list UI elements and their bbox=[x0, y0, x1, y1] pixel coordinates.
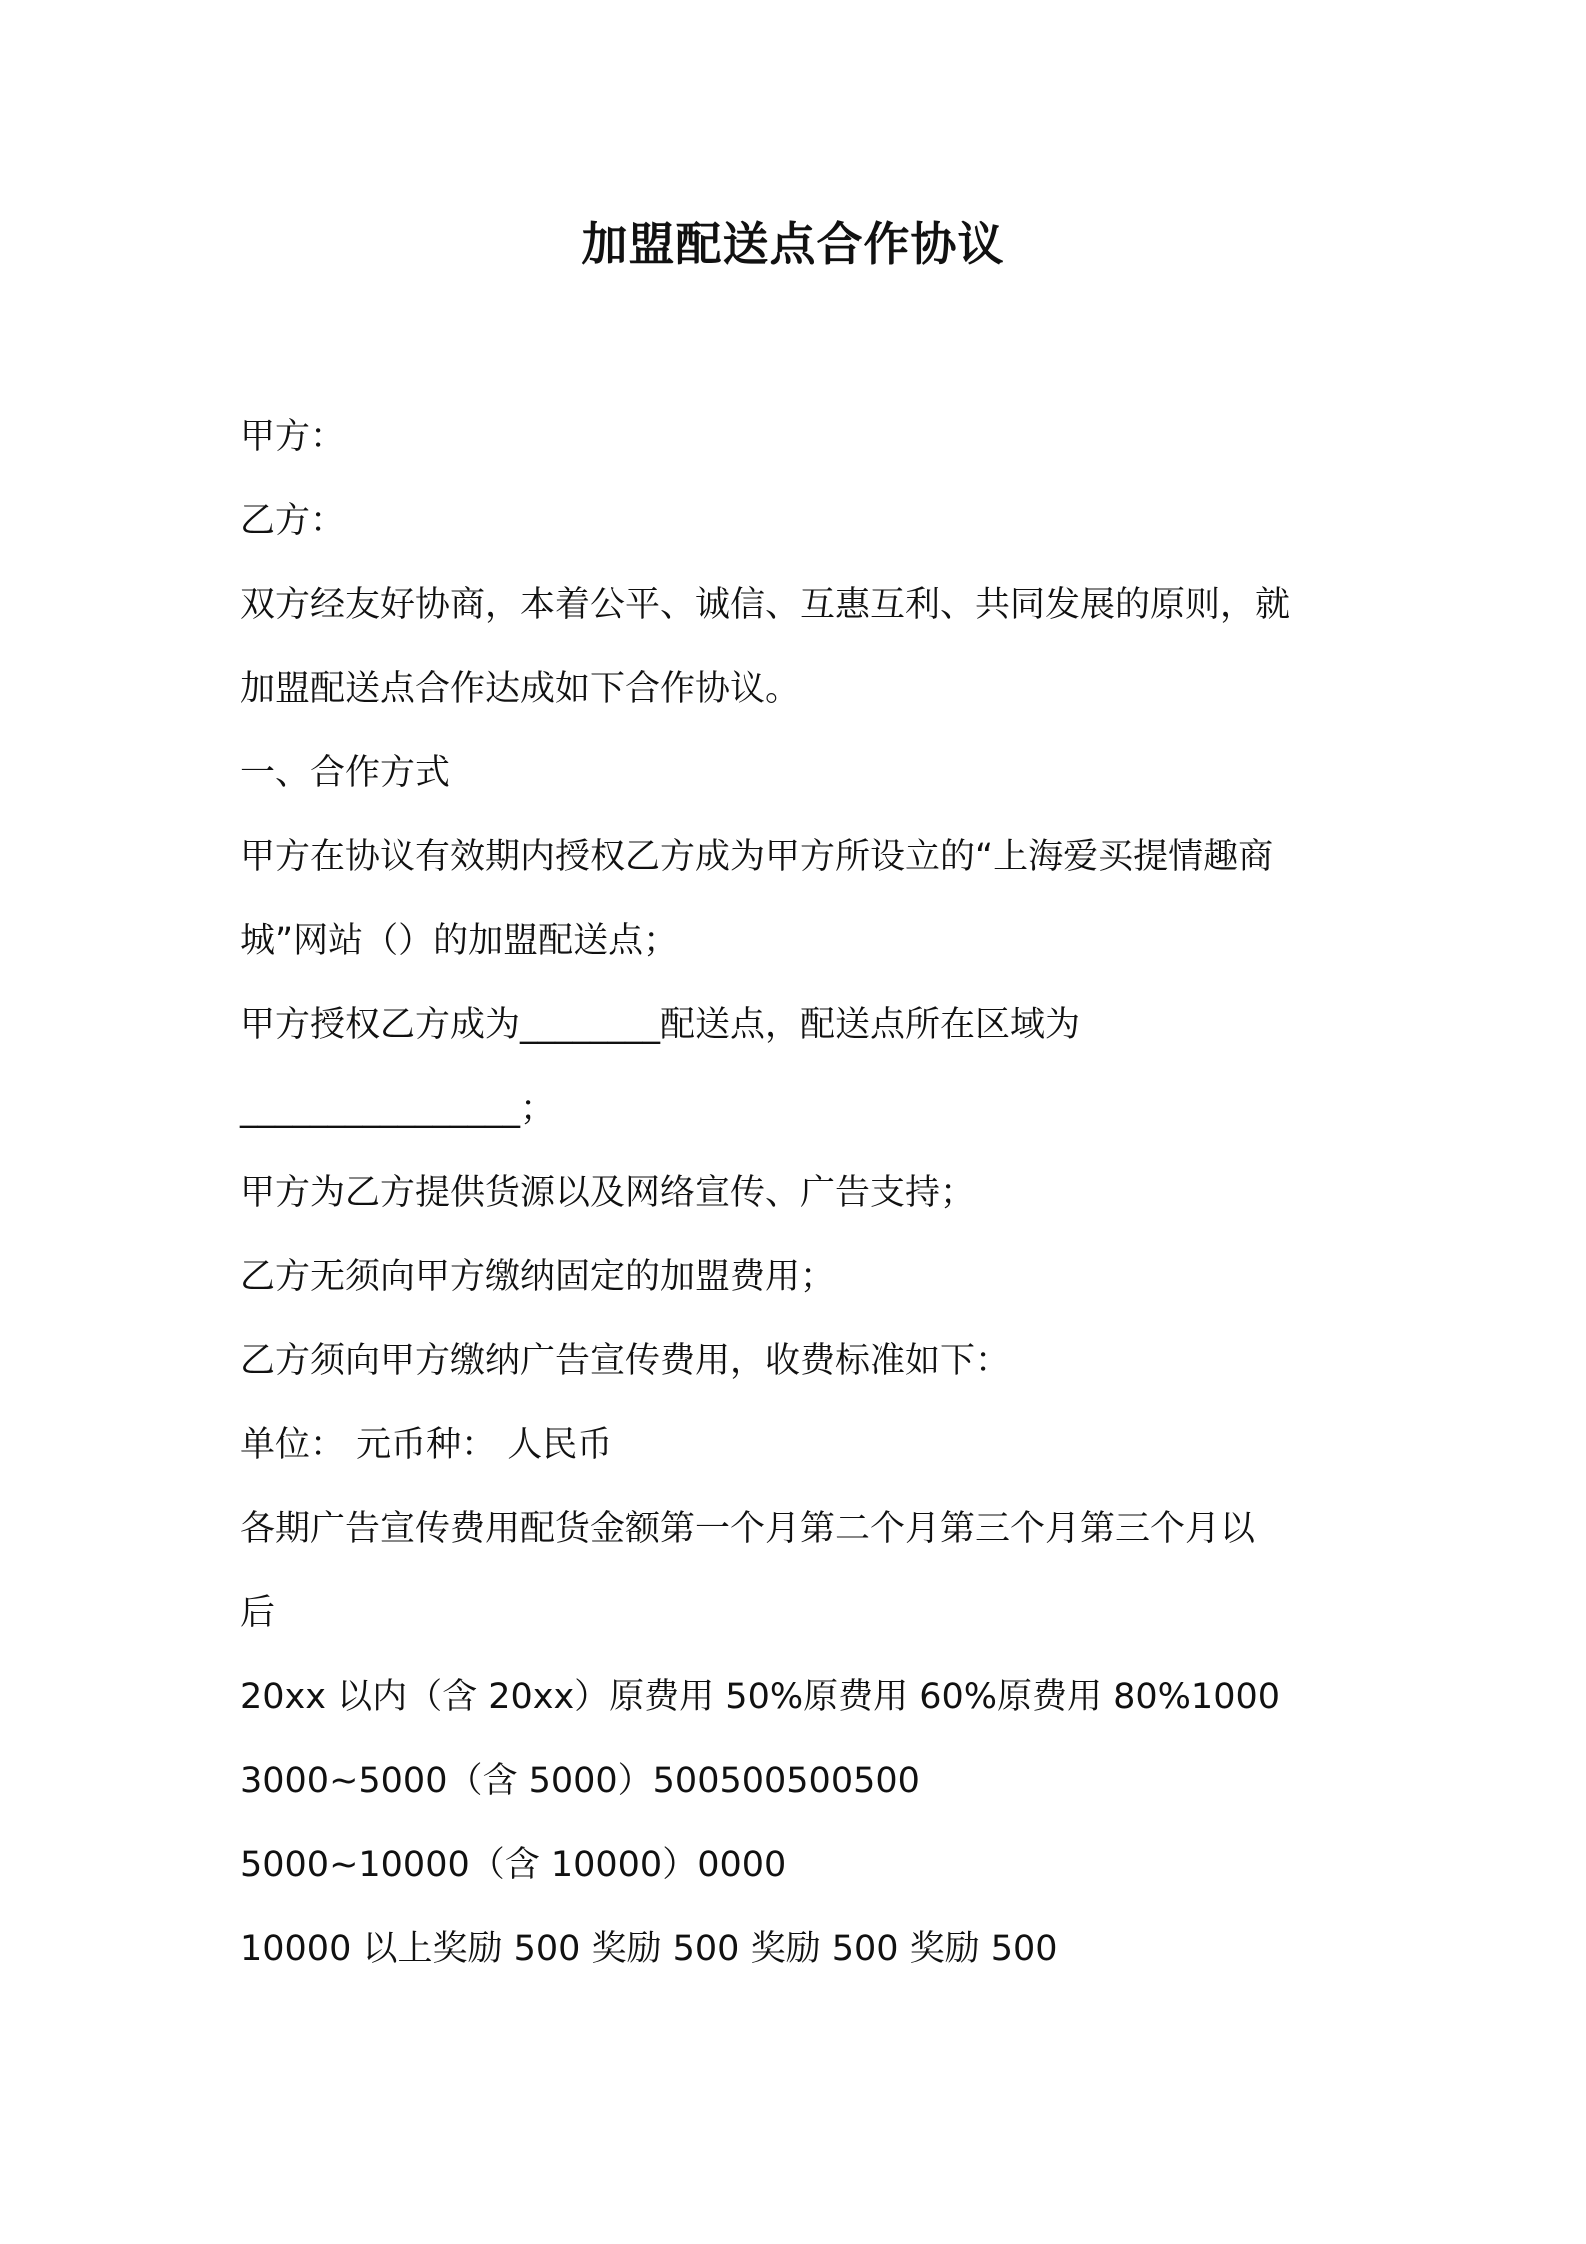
fee-table-header-line-2: 后 bbox=[240, 1593, 276, 1633]
fee-table-row: 3000~5000（含 5000）500500500500 bbox=[240, 1761, 920, 1801]
clause-authorization-line-1: 甲方在协议有效期内授权乙方成为甲方所设立的“上海爱买提情趣商 bbox=[240, 837, 1274, 877]
clause-advertising-fee: 乙方须向甲方缴纳广告宣传费用，收费标准如下： bbox=[240, 1341, 1011, 1381]
clause-delivery-point-line-1: 甲方授权乙方成为________配送点，配送点所在区域为 bbox=[240, 1005, 1081, 1045]
section-heading-cooperation: 一、合作方式 bbox=[240, 753, 451, 793]
preamble-line-2: 加盟配送点合作达成如下合作协议。 bbox=[240, 669, 801, 709]
fee-table-row: 10000 以上奖励 500 奖励 500 奖励 500 奖励 500 bbox=[240, 1929, 1058, 1969]
preamble-line-1: 双方经友好协商，本着公平、诚信、互惠互利、共同发展的原则，就 bbox=[240, 585, 1291, 625]
clause-delivery-point-line-2: ________________； bbox=[240, 1089, 556, 1129]
fee-unit-line: 单位： 元币种： 人民币 bbox=[240, 1425, 613, 1465]
party-a-line: 甲方： bbox=[240, 417, 346, 457]
fee-table-row: 5000~10000（含 10000）0000 bbox=[240, 1845, 787, 1885]
clause-authorization-line-2: 城”网站（）的加盟配送点； bbox=[240, 921, 679, 961]
clause-support: 甲方为乙方提供货源以及网络宣传、广告支持； bbox=[240, 1173, 976, 1213]
fee-table-header-line-1: 各期广告宣传费用配货金额第一个月第二个月第三个月第三个月以 bbox=[240, 1509, 1256, 1549]
party-b-line: 乙方： bbox=[240, 501, 346, 541]
document-title: 加盟配送点合作协议 bbox=[581, 217, 1005, 271]
fee-table-row: 20xx 以内（含 20xx）原费用 50%原费用 60%原费用 80%1000 bbox=[240, 1677, 1281, 1717]
clause-no-franchise-fee: 乙方无须向甲方缴纳固定的加盟费用； bbox=[240, 1257, 836, 1297]
